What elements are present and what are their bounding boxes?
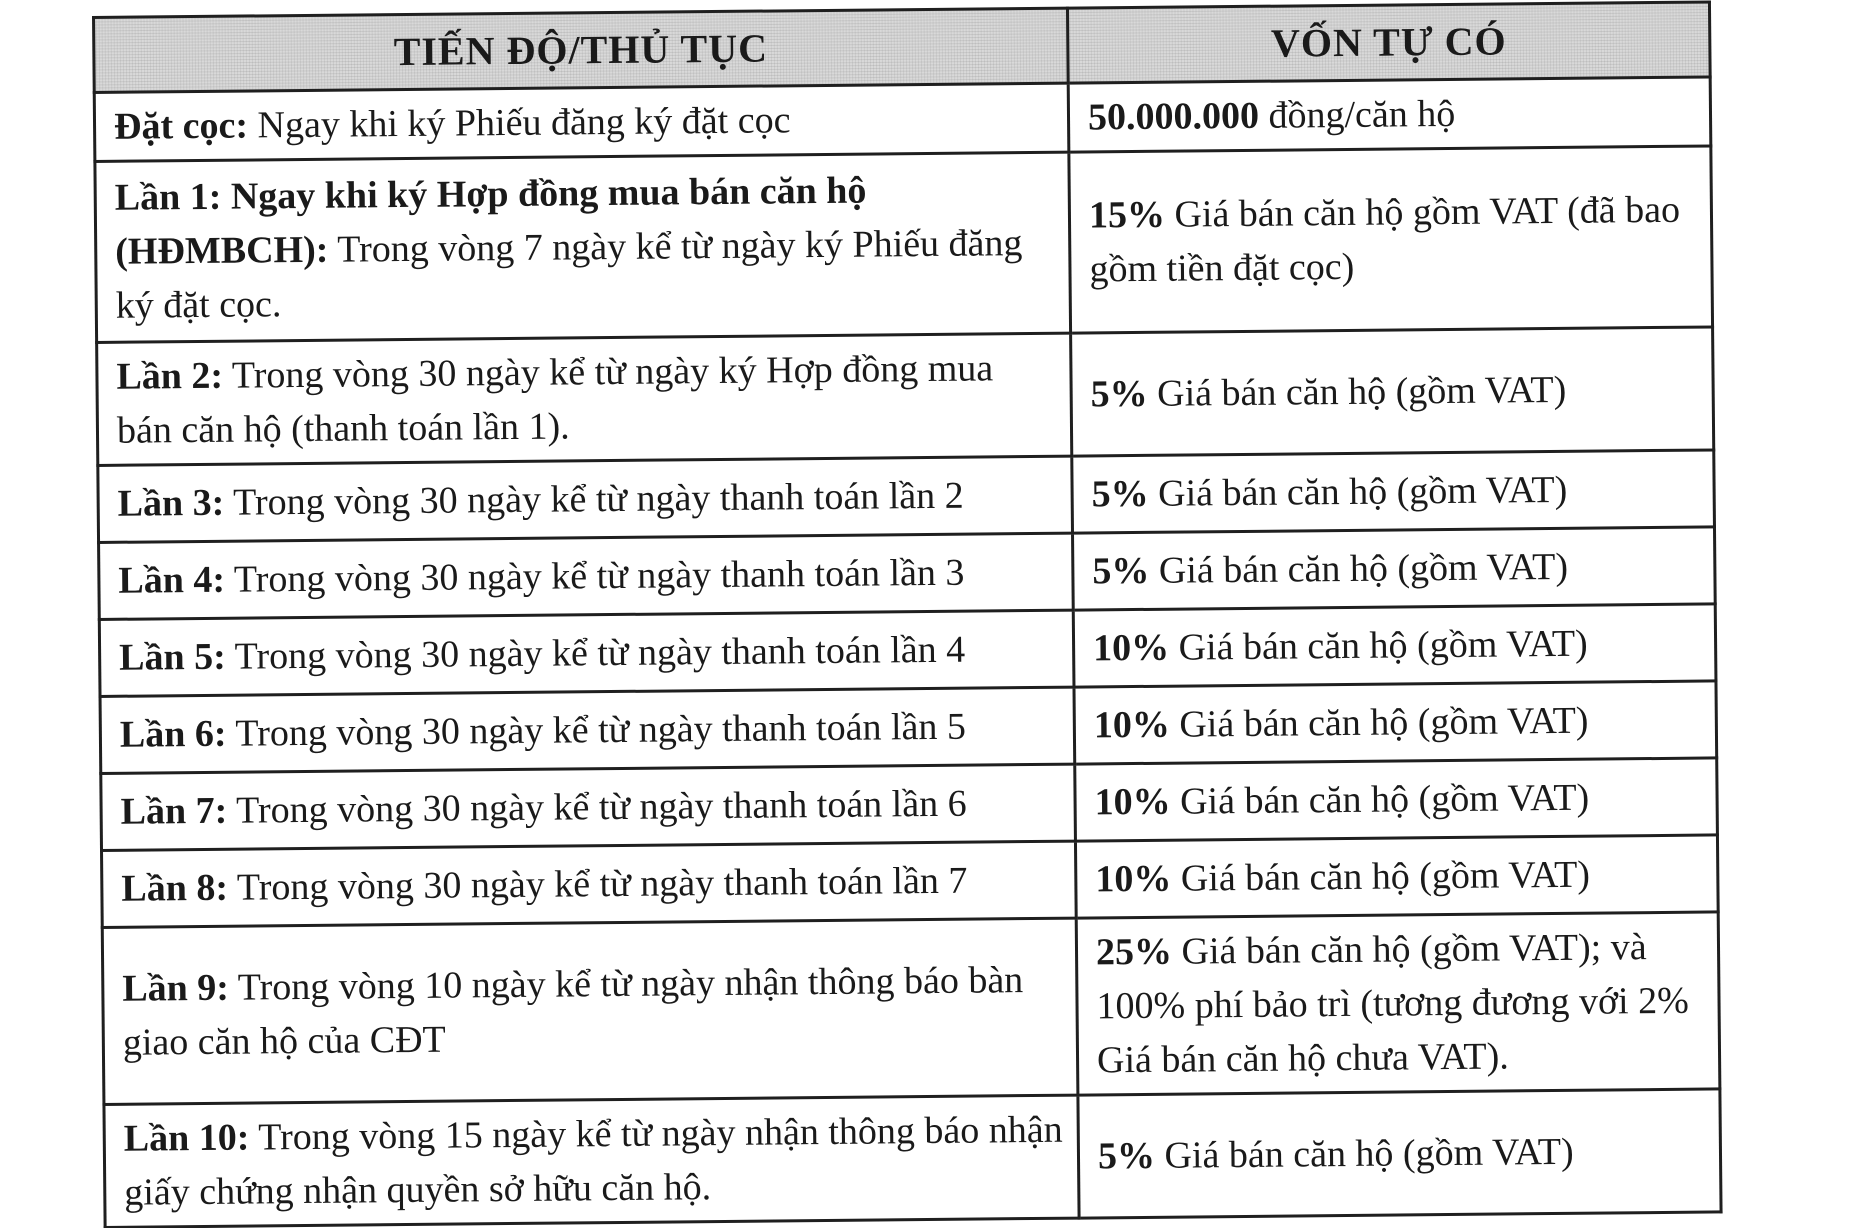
stage-label: Lần 1: Ngay khi ký Hợp đồng mua bán căn hộ (HĐMBCH): [114, 169, 867, 273]
stage-description: Trong vòng 30 ngày kể từ ngày thanh toán lần 6 [227, 782, 967, 832]
amount-value: 5% [1091, 472, 1149, 516]
table-row [104, 1089, 1721, 1228]
stage-cell [94, 83, 1069, 161]
amount-cell [1072, 450, 1715, 533]
amount-text: Giá bán căn hộ (gồm VAT) [1147, 368, 1567, 415]
amount-text: Giá bán căn hộ (gồm VAT); và 100% phí bảo trì (tương đương với 2% Giá bán căn hộ chưa VAT). [1096, 926, 1689, 1082]
stage-description: Trong vòng 15 ngày kể từ ngày nhận thông báo nhận giấy chứng nhận quyền sở hữu căn hộ. [124, 1108, 1063, 1214]
amount-text: Giá bán căn hộ (gồm VAT) [1171, 853, 1591, 900]
stage-cell [97, 333, 1072, 465]
amount-value: 50.000.000 [1087, 94, 1260, 139]
stage-cell [104, 1095, 1079, 1227]
stage-label: Lần 4: [118, 558, 226, 602]
stage-description: Trong vòng 30 ngày kể từ ngày ký Hợp đồng mua bán căn hộ (thanh toán lần 1). [116, 347, 994, 452]
amount-cell [1071, 327, 1714, 456]
amount-cell [1078, 1089, 1721, 1218]
stage-label: Lần 6: [119, 712, 227, 756]
stage-description: Trong vòng 10 ngày kể từ ngày nhận thông báo bàn giao căn hộ của CĐT [122, 959, 1024, 1064]
amount-value: 25% [1095, 930, 1173, 974]
payment-schedule-container [92, 0, 1720, 1228]
stage-label: Lần 5: [118, 635, 226, 679]
header-stage: TIẾN ĐỘ/THỦ TỤC [94, 8, 1069, 92]
stage-label: Lần 9: [122, 966, 230, 1010]
table-row [95, 146, 1713, 343]
amount-value: 5% [1090, 372, 1148, 416]
amount-text: Giá bán căn hộ (gồm VAT) [1170, 776, 1590, 823]
stage-cell [99, 533, 1074, 619]
stage-label: Lần 10: [123, 1116, 250, 1160]
stage-label: Đặt cọc: [113, 104, 249, 148]
table-row [102, 912, 1720, 1105]
stage-description: Trong vòng 30 ngày kể từ ngày thanh toán lần 5 [226, 705, 967, 755]
amount-text: Giá bán căn hộ (gồm VAT) [1168, 622, 1588, 669]
stage-label: Lần 3: [117, 481, 225, 525]
stage-description: Trong vòng 30 ngày kể từ ngày thanh toán lần 4 [225, 628, 966, 678]
stage-description: Trong vòng 30 ngày kể từ ngày thanh toán lần 2 [224, 474, 964, 524]
amount-cell [1074, 681, 1717, 764]
stage-description: Ngay khi ký Phiếu đăng ký đặt cọc [247, 99, 791, 147]
stage-cell [101, 764, 1076, 850]
amount-text: Giá bán căn hộ (gồm VAT) [1154, 1130, 1574, 1177]
stage-label: Lần 2: [116, 354, 224, 398]
amount-text: Giá bán căn hộ (gồm VAT) [1148, 468, 1568, 515]
stage-description: Trong vòng 30 ngày kể từ ngày thanh toán lần 7 [227, 859, 968, 909]
amount-cell [1076, 912, 1720, 1095]
stage-description: Trong vòng 7 ngày kể từ ngày ký Phiếu đăng ký đặt cọc. [115, 222, 1023, 327]
stage-description: Trong vòng 30 ngày kể từ ngày thanh toán lần 3 [224, 551, 965, 601]
amount-value: 10% [1094, 780, 1171, 824]
amount-cell [1069, 146, 1713, 333]
amount-value: 10% [1092, 626, 1170, 670]
stage-label: Lần 7: [120, 789, 228, 833]
amount-cell [1075, 758, 1718, 841]
amount-text: Giá bán căn hộ gồm VAT (đã bao gồm tiền đặt cọc) [1089, 188, 1681, 291]
stage-cell [98, 456, 1073, 542]
stage-cell [99, 610, 1074, 696]
stage-cell [100, 687, 1075, 773]
table-row [97, 327, 1714, 466]
amount-value: 10% [1093, 703, 1171, 747]
stage-cell [102, 918, 1078, 1104]
amount-value: 15% [1088, 193, 1166, 237]
amount-cell [1073, 604, 1716, 687]
stage-label: Lần 8: [121, 866, 229, 910]
header-capital: VỐN TỰ CÓ [1067, 2, 1710, 83]
amount-value: 5% [1097, 1134, 1156, 1178]
stage-cell [102, 841, 1077, 927]
amount-value: 5% [1092, 549, 1150, 593]
payment-schedule-table [92, 0, 1723, 1228]
amount-cell [1068, 77, 1711, 152]
amount-text: Giá bán căn hộ (gồm VAT) [1169, 699, 1589, 746]
amount-cell [1075, 835, 1718, 918]
amount-cell [1073, 527, 1716, 610]
amount-text: Giá bán căn hộ (gồm VAT) [1149, 545, 1569, 592]
amount-text: đồng/căn hộ [1258, 92, 1456, 137]
stage-cell [95, 152, 1071, 342]
amount-value: 10% [1095, 857, 1172, 901]
